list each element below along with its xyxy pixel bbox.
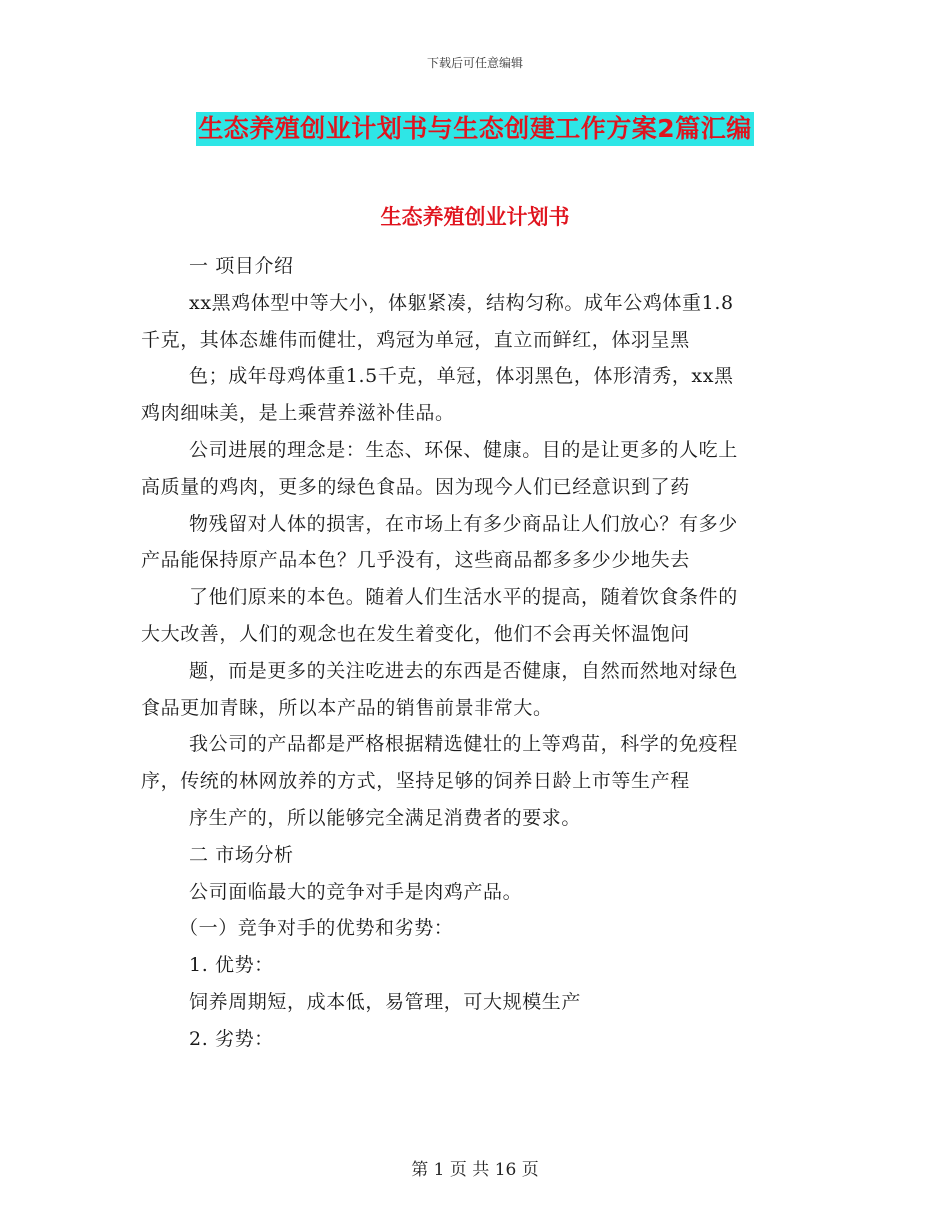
paragraph-line: 题，而是更多的关注吃进去的东西是否健康，自然而然地对绿色	[189, 659, 738, 682]
body-text	[141, 248, 809, 1058]
paragraph-line: 饲养周期短，成本低，易管理，可大规模生产	[189, 990, 582, 1013]
heading-project-intro: 一 项目介绍	[189, 255, 294, 277]
list-item-advantage: 1. 优势：	[189, 954, 274, 977]
paragraph-line: 公司进展的理念是：生态、环保、健康。目的是让更多的人吃上	[189, 438, 738, 461]
paragraph-line: 公司面临最大的竞争对手是肉鸡产品。	[189, 880, 523, 903]
header-note: 下载后可任意编辑	[426, 56, 523, 70]
paragraph-line: xx黑鸡体型中等大小，体躯紧凑，结构匀称。成年公鸡体重1.8	[189, 291, 734, 314]
subheading-competitor: （一）竞争对手的优势和劣势：	[179, 917, 454, 940]
paragraph-line: 我公司的产品都是严格根据精选健壮的上等鸡苗，科学的免疫程	[189, 733, 738, 756]
paragraph-line: 食品更加青睐，所以本产品的销售前景非常大。	[141, 696, 553, 719]
list-item-disadvantage: 2. 劣势：	[189, 1027, 274, 1050]
paragraph-line: 大大改善，人们的观念也在发生着变化，他们不会再关怀温饱问	[141, 622, 690, 645]
paragraph-line: 高质量的鸡肉，更多的绿色食品。因为现今人们已经意识到了药	[141, 475, 690, 498]
paragraph-line: 序，传统的林网放养的方式，坚持足够的饲养日龄上市等生产程	[141, 770, 690, 793]
document-title-wrap	[0, 112, 950, 146]
document-title: 生态养殖创业计划书与生态创建工作方案2篇汇编	[196, 112, 753, 146]
paragraph-line: 序生产的，所以能够完全满足消费者的要求。	[189, 806, 582, 829]
paragraph-line: 了他们原来的本色。随着人们生活水平的提高，随着饮食条件的	[189, 586, 738, 609]
paragraph-line: 产品能保持原产品本色？几乎没有，这些商品都多多少少地失去	[141, 549, 690, 572]
section-title: 生态养殖创业计划书	[380, 205, 570, 229]
paragraph-line: 鸡肉细味美，是上乘营养滋补佳品。	[141, 402, 455, 425]
page-footer: 第 1 页 共 16 页	[411, 1160, 539, 1180]
paragraph-line: 千克，其体态雄伟而健壮，鸡冠为单冠，直立而鲜红，体羽呈黑	[141, 328, 690, 351]
paragraph-line: 物残留对人体的损害，在市场上有多少商品让人们放心？有多少	[189, 512, 738, 535]
paragraph-line: 色；成年母鸡体重1.5千克，单冠，体羽黑色，体形清秀，xx黑	[189, 365, 734, 388]
heading-market-analysis: 二 市场分析	[189, 843, 294, 866]
